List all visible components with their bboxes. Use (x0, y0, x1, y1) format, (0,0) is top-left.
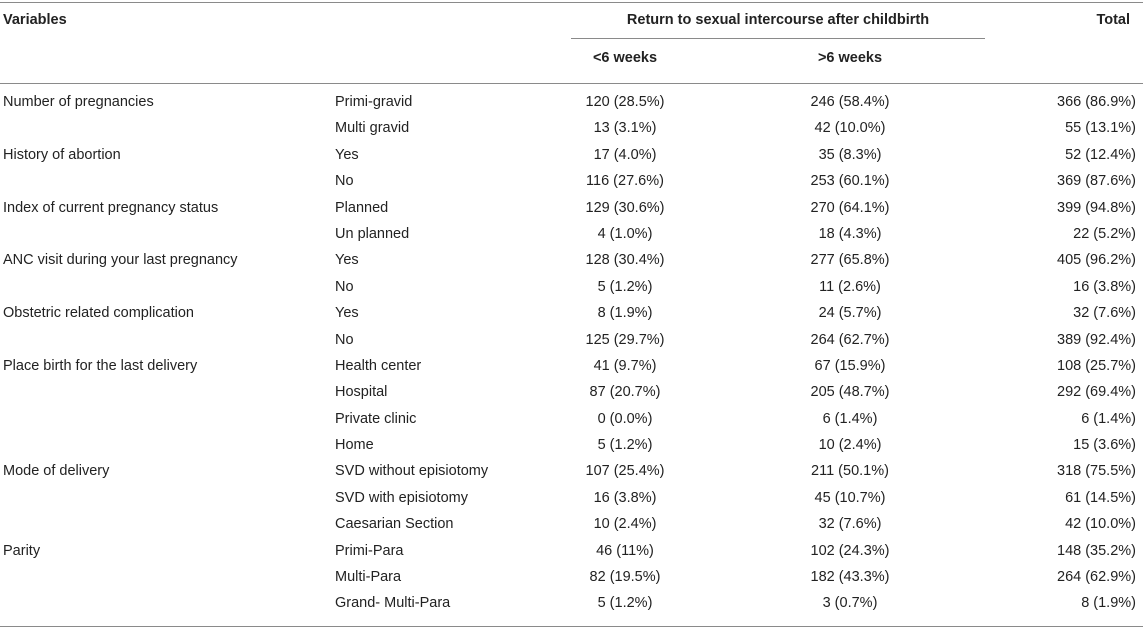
lt6-weeks-cell: 4 (1.0%) (597, 225, 653, 242)
category-cell: Multi-Para (335, 569, 402, 586)
gt6-weeks-cell: 270 (64.1%) (810, 199, 890, 216)
gt6-weeks-cell: 3 (0.7%) (822, 595, 878, 612)
gt6-weeks-cell: 211 (50.1%) (811, 463, 889, 480)
table-bottom-rule (0, 626, 1143, 627)
total-cell: 55 (13.1%) (1065, 120, 1136, 137)
category-cell: SVD with episiotomy (335, 489, 468, 506)
category-cell: Un planned (335, 225, 410, 242)
lt6-weeks-cell: 13 (3.1%) (593, 120, 657, 137)
table-row (0, 90, 1143, 116)
table-row (0, 512, 1143, 538)
gt6-weeks-cell: 11 (2.6%) (819, 278, 881, 295)
lt6-weeks-cell: 87 (20.7%) (589, 384, 661, 401)
table-body (0, 90, 1143, 618)
gt6-weeks-cell: 67 (15.9%) (814, 357, 886, 374)
lt6-weeks-cell: 129 (30.6%) (585, 199, 665, 216)
category-cell: Primi-Para (335, 542, 404, 559)
total-cell: 8 (1.9%) (1081, 595, 1136, 612)
lt6-weeks-cell: 82 (19.5%) (589, 569, 661, 586)
total-cell: 292 (69.4%) (1057, 384, 1136, 401)
category-cell: SVD without episiotomy (335, 463, 489, 480)
header-return-to-intercourse: Return to sexual intercourse after childbirth (626, 12, 930, 28)
gt6-weeks-cell: 10 (2.4%) (818, 437, 882, 454)
variable-cell: Parity (3, 542, 41, 559)
category-cell: Planned (335, 199, 389, 216)
variable-cell: Obstetric related complication (3, 305, 194, 322)
header-total: Total (1096, 12, 1130, 28)
total-cell: 16 (3.8%) (1073, 278, 1136, 295)
gt6-weeks-cell: 205 (48.7%) (810, 384, 890, 401)
lt6-weeks-cell: 10 (2.4%) (593, 516, 657, 533)
gt6-weeks-cell: 246 (58.4%) (810, 94, 890, 110)
category-cell: No (335, 278, 354, 295)
table-row (0, 433, 1143, 459)
total-cell: 6 (1.4%) (1081, 410, 1136, 427)
lt6-weeks-cell: 107 (25.4%) (585, 463, 665, 480)
table-row (0, 301, 1143, 327)
table-row (0, 116, 1143, 142)
lt6-weeks-cell: 16 (3.8%) (593, 489, 657, 506)
lt6-weeks-cell: 5 (1.2%) (597, 278, 653, 295)
lt6-weeks-cell: 46 (11%) (596, 542, 654, 559)
table-row (0, 328, 1143, 354)
table-row (0, 354, 1143, 380)
gt6-weeks-cell: 24 (5.7%) (818, 305, 882, 322)
category-cell: Yes (335, 305, 359, 322)
table-row (0, 275, 1143, 301)
table-row (0, 486, 1143, 512)
total-cell: 22 (5.2%) (1073, 225, 1136, 242)
gt6-weeks-cell: 45 (10.7%) (814, 489, 886, 506)
category-cell: Private clinic (335, 410, 417, 427)
table-row (0, 143, 1143, 169)
lt6-weeks-cell: 8 (1.9%) (597, 305, 653, 322)
category-cell: Grand- Multi-Para (335, 595, 451, 612)
total-cell: 318 (75.5%) (1057, 463, 1136, 480)
gt6-weeks-cell: 182 (43.3%) (810, 569, 890, 586)
category-cell: Home (335, 437, 374, 454)
table-row (0, 565, 1143, 591)
lt6-weeks-cell: 128 (30.4%) (585, 252, 665, 269)
header-span-rule (571, 38, 985, 39)
total-cell: 148 (35.2%) (1057, 542, 1136, 559)
lt6-weeks-cell: 5 (1.2%) (597, 437, 653, 454)
category-cell: Yes (335, 252, 359, 269)
total-cell: 405 (96.2%) (1057, 252, 1136, 269)
variable-cell: History of abortion (3, 146, 121, 163)
total-cell: 42 (10.0%) (1065, 516, 1136, 533)
total-cell: 15 (3.6%) (1073, 437, 1136, 454)
variable-cell: ANC visit during your last pregnancy (3, 252, 238, 269)
table-row (0, 222, 1143, 248)
gt6-weeks-cell: 264 (62.7%) (810, 331, 890, 348)
total-cell: 108 (25.7%) (1057, 357, 1136, 374)
variable-cell: Number of pregnancies (3, 94, 154, 110)
category-cell: Health center (335, 357, 422, 374)
variable-cell: Place birth for the last delivery (3, 357, 198, 374)
variable-cell: Mode of delivery (3, 463, 110, 480)
gt6-weeks-cell: 277 (65.8%) (810, 252, 890, 269)
total-cell: 264 (62.9%) (1057, 569, 1136, 586)
lt6-weeks-cell: 125 (29.7%) (585, 331, 665, 348)
total-cell: 32 (7.6%) (1073, 305, 1136, 322)
table-row (0, 196, 1143, 222)
table-row (0, 539, 1143, 565)
category-cell: Multi gravid (335, 120, 410, 137)
table-row (0, 407, 1143, 433)
total-cell: 389 (92.4%) (1057, 331, 1136, 348)
header-gt6-weeks: >6 weeks (817, 50, 883, 66)
total-cell: 61 (14.5%) (1065, 489, 1136, 506)
lt6-weeks-cell: 41 (9.7%) (593, 357, 657, 374)
gt6-weeks-cell: 253 (60.1%) (810, 173, 890, 190)
category-cell: No (335, 173, 354, 190)
lt6-weeks-cell: 5 (1.2%) (597, 595, 653, 612)
header-bottom-rule (0, 83, 1143, 84)
total-cell: 52 (12.4%) (1065, 146, 1136, 163)
header-variables: Variables (3, 12, 67, 28)
lt6-weeks-cell: 116 (27.6%) (586, 173, 664, 190)
table-row (0, 380, 1143, 406)
category-cell: Primi-gravid (335, 94, 413, 110)
lt6-weeks-cell: 0 (0.0%) (597, 410, 653, 427)
lt6-weeks-cell: 120 (28.5%) (585, 94, 665, 110)
category-cell: Yes (335, 146, 359, 163)
gt6-weeks-cell: 32 (7.6%) (818, 516, 882, 533)
table-row (0, 459, 1143, 485)
category-cell: No (335, 331, 354, 348)
table-row (0, 591, 1143, 617)
gt6-weeks-cell: 42 (10.0%) (814, 120, 886, 137)
gt6-weeks-cell: 35 (8.3%) (818, 146, 882, 163)
total-cell: 399 (94.8%) (1057, 199, 1136, 216)
gt6-weeks-cell: 18 (4.3%) (818, 225, 882, 242)
header-lt6-weeks: <6 weeks (592, 50, 658, 66)
gt6-weeks-cell: 6 (1.4%) (822, 410, 878, 427)
gt6-weeks-cell: 102 (24.3%) (810, 542, 890, 559)
table-row (0, 248, 1143, 274)
table-row (0, 169, 1143, 195)
category-cell: Hospital (335, 384, 388, 401)
category-cell: Caesarian Section (335, 516, 454, 533)
total-cell: 366 (86.9%) (1057, 94, 1136, 110)
table-top-rule (0, 2, 1143, 3)
variable-cell: Index of current pregnancy status (3, 199, 219, 216)
lt6-weeks-cell: 17 (4.0%) (593, 146, 657, 163)
total-cell: 369 (87.6%) (1057, 173, 1136, 190)
